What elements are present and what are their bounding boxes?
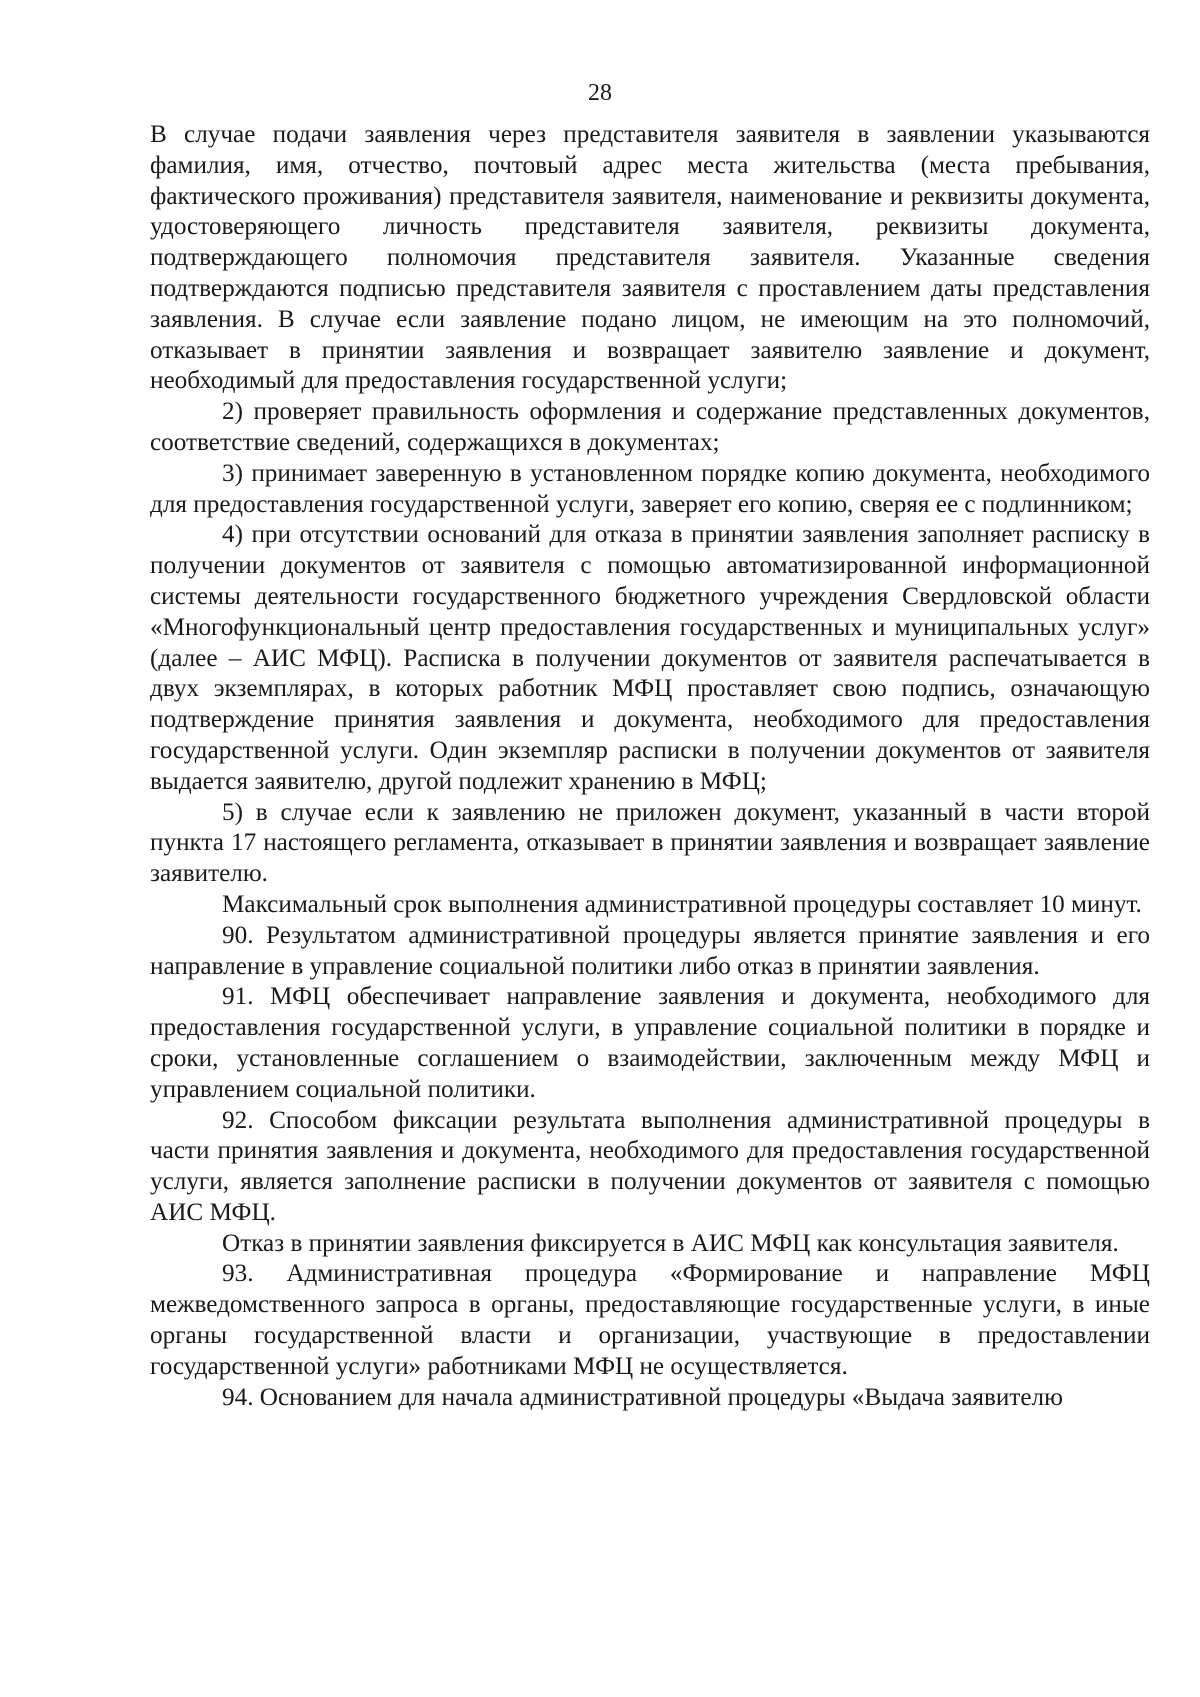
paragraph-92: 92. Способом фиксации результата выполнения административной процедуры в части принятия заявления и документа, необходимого для предоставления государственной услуги, является заполнение расписки в получении документов от заявителя с помощью АИС МФЦ. [150,1106,1150,1226]
page-number: 28 [588,80,612,106]
paragraph-90: 90. Результатом административной процедуры является принятие заявления и его направление в управление социальной политики либо отказ в принятии заявления. [150,921,1150,980]
paragraph-item-4: 4) при отсутствии оснований для отказа в принятии заявления заполняет расписку в получении документов от заявителя с помощью автоматизированной информационной системы деятельности государственного бюджетного учреждения Свердловской области «Многофункциональный центр предоставления государственных и муниципальных услуг» (далее – АИС МФЦ). Расписка в получении документов от заявителя распечатывается в двух экземплярах, в которых работник МФЦ проставляет свою подпись, означающую подтверждение принятия заявления и документа, необходимого для предоставления государственной услуги. Один экземпляр расписки в получении документов от заявителя выдается заявителю, другой подлежит хранению в МФЦ; [150,521,1150,795]
paragraph-item-2: 2) проверяет правильность оформления и содержание представленных документов, соответствие сведений, содержащихся в документах; [150,398,1150,456]
paragraph-refusal-recording: Отказ в принятии заявления фиксируется в АИС МФЦ как консультация заявителя. [222,1229,1119,1257]
paragraph-94: 94. Основанием для начала административной процедуры «Выдача заявителю [222,1383,1063,1411]
paragraph-item-3: 3) принимает заверенную в установленном порядке копию документа, необходимого для предоставления государственной услуги, заверяет его копию, сверяя ее с подлинником; [150,459,1150,518]
paragraph-93: 93. Административная процедура «Формирование и направление МФЦ межведомственного запроса в органы, предоставляющие государственные услуги, в иные органы государственной власти и организации, участвующие в предоставлении государственной услуги» работниками МФЦ не осуществляется. [150,1260,1150,1380]
paragraph-91: 91. МФЦ обеспечивает направление заявления и документа, необходимого для предоставления государственной услуги, в управление социальной политики в порядке и сроки, установленные соглашением о взаимодействии, заключенным между МФЦ и управлением социальной политики. [150,983,1150,1103]
document-body [150,120,1150,1413]
paragraph-representative-info: В случае подачи заявления через представителя заявителя в заявлении указываются фамилия, имя, отчество, почтовый адрес места жительства (места пребывания, фактического проживания) представителя заявителя, наименование и реквизиты документа, удостоверяющего личность представителя заявителя, реквизиты документа, подтверждающего полномочия представителя заявителя. Указанные сведения подтверждаются подписью представителя заявителя с проставлением даты представления заявления. В случае если заявление подано лицом, не имеющим на это полномочий, отказывает в принятии заявления и возвращает заявителю заявление и документ, необходимый для предоставления государственной услуги; [150,121,1150,395]
paragraph-item-5: 5) в случае если к заявлению не приложен документ, указанный в части второй пункта 17 настоящего регламента, отказывает в принятии заявления и возвращает заявление заявителю. [150,798,1150,888]
paragraph-max-duration: Максимальный срок выполнения административной процедуры составляет 10 минут. [222,890,1142,918]
